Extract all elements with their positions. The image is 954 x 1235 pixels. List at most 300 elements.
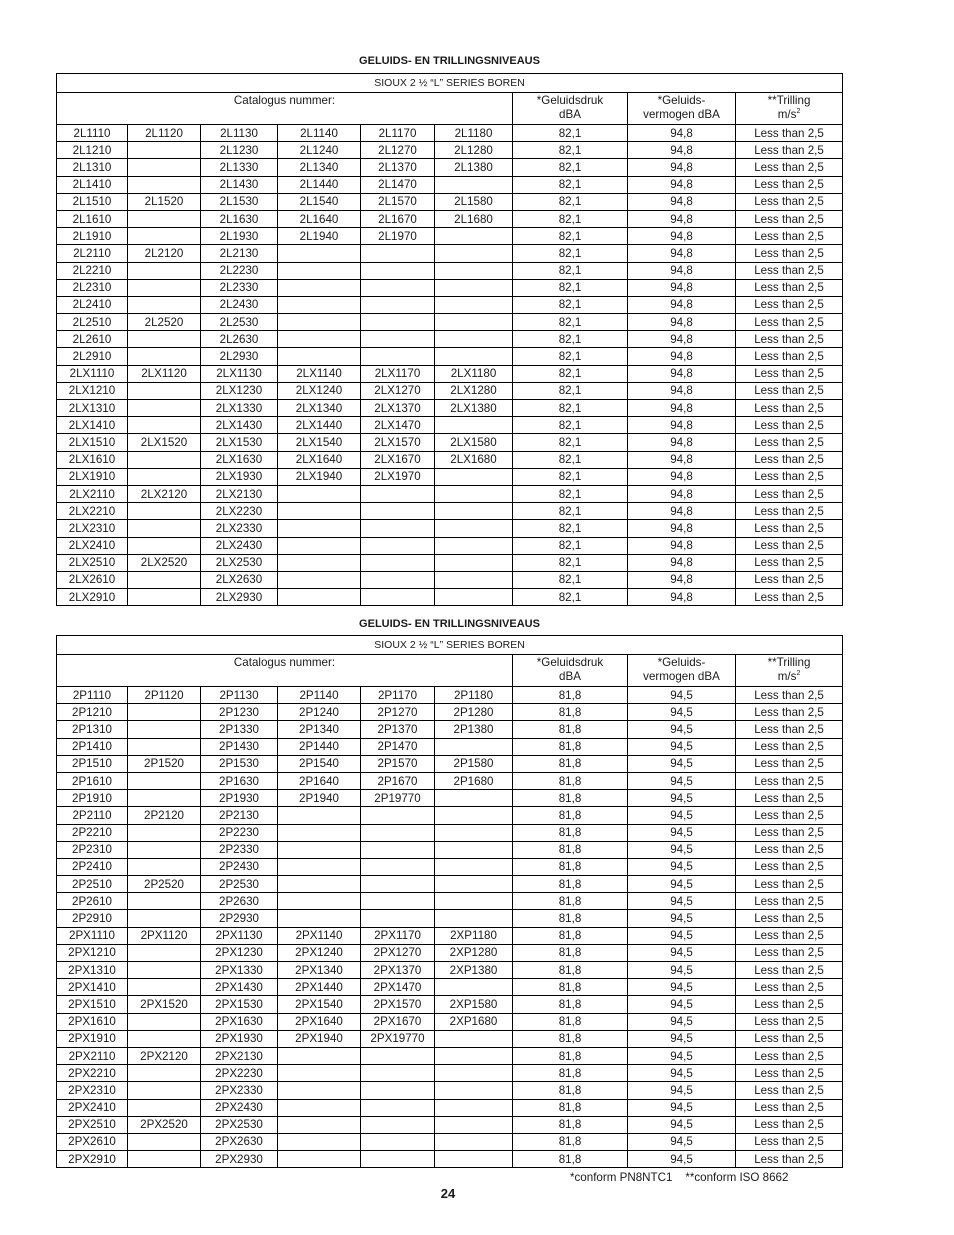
- series-row: [57, 636, 843, 655]
- catalog-number-cell: 2L1410: [57, 176, 128, 193]
- table-row: [57, 571, 843, 588]
- catalog-number-cell: 2LX1130: [201, 365, 278, 382]
- catalog-number-cell: [128, 1082, 201, 1099]
- table-row: [57, 721, 843, 738]
- catalog-number-cell: 2L1440: [278, 176, 361, 193]
- sound-pressure-cell: 81,8: [513, 1030, 628, 1047]
- vibration-cell: Less than 2,5: [736, 589, 843, 606]
- sound-pressure-cell: 81,8: [513, 1151, 628, 1168]
- vibration-cell: Less than 2,5: [736, 314, 843, 331]
- catalog-number-cell: 2P1370: [361, 721, 435, 738]
- vibration-cell: Less than 2,5: [736, 451, 843, 468]
- catalog-number-cell: [435, 485, 513, 502]
- table-row: [57, 1065, 843, 1082]
- catalog-number-cell: 2L2630: [201, 331, 278, 348]
- catalog-number-cell: 2LX1410: [57, 417, 128, 434]
- vibration-cell: Less than 2,5: [736, 910, 843, 927]
- table-row: [57, 944, 843, 961]
- table-row: [57, 1030, 843, 1047]
- sound-pressure-cell: 81,8: [513, 807, 628, 824]
- vibration-cell: Less than 2,5: [736, 382, 843, 399]
- table-row: [57, 331, 843, 348]
- catalog-number-cell: 2PX2110: [57, 1047, 128, 1064]
- table-row: [57, 245, 843, 262]
- catalog-number-cell: 2L1110: [57, 125, 128, 142]
- header-row: [57, 655, 843, 687]
- catalog-number-cell: 2PX2230: [201, 1065, 278, 1082]
- catalog-number-cell: 2PX1940: [278, 1030, 361, 1047]
- table-1-heading: GELUIDS- EN TRILLINGSNIVEAUS: [359, 55, 540, 67]
- catalog-number-cell: 2PX1330: [201, 962, 278, 979]
- catalog-number-cell: 2PX1110: [57, 927, 128, 944]
- sound-power-cell: 94,8: [628, 434, 736, 451]
- sound-power-cell: 94,8: [628, 485, 736, 502]
- catalog-number-cell: [128, 382, 201, 399]
- catalog-number-cell: [278, 520, 361, 537]
- catalog-number-cell: 2XP1180: [435, 927, 513, 944]
- catalog-number-cell: 2LX1520: [128, 434, 201, 451]
- table-row: [57, 807, 843, 824]
- sound-pressure-cell: 81,8: [513, 1065, 628, 1082]
- catalog-number-cell: 2L1370: [361, 159, 435, 176]
- sound-power-cell: 94,8: [628, 571, 736, 588]
- catalog-number-cell: 2LX1210: [57, 382, 128, 399]
- catalog-number-cell: [278, 348, 361, 365]
- sound-pressure-cell: 81,8: [513, 962, 628, 979]
- table-row: [57, 1082, 843, 1099]
- table-row: [57, 537, 843, 554]
- catalog-number-cell: 2LX2330: [201, 520, 278, 537]
- sound-pressure-cell: 82,1: [513, 331, 628, 348]
- catalog-number-cell: 2L1380: [435, 159, 513, 176]
- catalog-number-cell: [128, 417, 201, 434]
- sound-power-cell: 94,8: [628, 537, 736, 554]
- catalog-number-cell: [128, 520, 201, 537]
- catalog-number-cell: 2P1520: [128, 755, 201, 772]
- catalog-number-cell: 2LX1380: [435, 400, 513, 417]
- table-row: [57, 262, 843, 279]
- sound-power-cell: 94,5: [628, 858, 736, 875]
- sound-pressure-cell: 81,8: [513, 755, 628, 772]
- catalog-number-cell: [435, 807, 513, 824]
- sound-power-cell: 94,8: [628, 417, 736, 434]
- sound-power-cell: 94,5: [628, 790, 736, 807]
- table-row: [57, 314, 843, 331]
- sound-pressure-cell: 82,1: [513, 125, 628, 142]
- catalog-number-cell: 2L2210: [57, 262, 128, 279]
- vibration-cell: Less than 2,5: [736, 554, 843, 571]
- catalog-number-cell: 2PX2520: [128, 1116, 201, 1133]
- catalog-number-cell: 2PX1570: [361, 996, 435, 1013]
- superscript: 2: [796, 670, 801, 678]
- catalog-number-cell: 2PX1240: [278, 944, 361, 961]
- catalog-number-header: Catalogus nummer:: [57, 93, 513, 125]
- catalog-number-cell: 2L1570: [361, 193, 435, 210]
- sound-pressure-cell: 82,1: [513, 589, 628, 606]
- series-row: [57, 74, 843, 93]
- vibration-cell: Less than 2,5: [736, 434, 843, 451]
- catalog-number-cell: 2PX2430: [201, 1099, 278, 1116]
- vibration-cell: Less than 2,5: [736, 893, 843, 910]
- catalog-number-cell: 2LX2510: [57, 554, 128, 571]
- sound-pressure-cell: 81,8: [513, 687, 628, 704]
- catalog-number-cell: [128, 1013, 201, 1030]
- catalog-number-cell: 2LX2310: [57, 520, 128, 537]
- sound-power-cell: 94,5: [628, 962, 736, 979]
- catalog-number-cell: 2L1930: [201, 228, 278, 245]
- sound-pressure-cell: 82,1: [513, 451, 628, 468]
- catalog-number-cell: 2LX1310: [57, 400, 128, 417]
- catalog-number-cell: [278, 589, 361, 606]
- catalog-number-cell: 2PX1610: [57, 1013, 128, 1030]
- catalog-number-cell: 2L1640: [278, 210, 361, 227]
- catalog-number-cell: 2PX1470: [361, 979, 435, 996]
- catalog-number-cell: [128, 979, 201, 996]
- table-row: [57, 589, 843, 606]
- vibration-cell: Less than 2,5: [736, 365, 843, 382]
- catalog-number-cell: 2PX2510: [57, 1116, 128, 1133]
- vibration-cell: Less than 2,5: [736, 944, 843, 961]
- table-row: [57, 1133, 843, 1150]
- catalog-number-cell: 2P1680: [435, 772, 513, 789]
- sound-power-cell: 94,5: [628, 772, 736, 789]
- catalog-number-cell: 2L1610: [57, 210, 128, 227]
- catalog-number-cell: 2LX1340: [278, 400, 361, 417]
- catalog-number-cell: 2L2410: [57, 296, 128, 313]
- catalog-number-cell: [278, 876, 361, 893]
- catalog-number-cell: 2L2230: [201, 262, 278, 279]
- table-row: [57, 1013, 843, 1030]
- sound-power-cell: 94,5: [628, 1030, 736, 1047]
- catalog-number-cell: [361, 807, 435, 824]
- catalog-number-cell: 2PX2120: [128, 1047, 201, 1064]
- catalog-number-cell: 2P1630: [201, 772, 278, 789]
- vibration-cell: Less than 2,5: [736, 485, 843, 502]
- sound-pressure-cell: 81,8: [513, 704, 628, 721]
- sound-power-cell: 94,8: [628, 296, 736, 313]
- catalog-number-cell: 2L1580: [435, 193, 513, 210]
- catalog-number-cell: [435, 893, 513, 910]
- vibration-cell: Less than 2,5: [736, 176, 843, 193]
- sound-power-cell: 94,5: [628, 807, 736, 824]
- sound-pressure-cell: 81,8: [513, 1013, 628, 1030]
- catalog-number-cell: [435, 503, 513, 520]
- catalog-number-cell: 2L1520: [128, 193, 201, 210]
- catalog-number-cell: [128, 790, 201, 807]
- catalog-number-cell: 2LX1280: [435, 382, 513, 399]
- catalog-number-cell: 2P1330: [201, 721, 278, 738]
- vibration-cell: Less than 2,5: [736, 228, 843, 245]
- sound-pressure-cell: 82,1: [513, 228, 628, 245]
- catalog-number-cell: 2LX1640: [278, 451, 361, 468]
- catalog-number-cell: 2L1180: [435, 125, 513, 142]
- catalog-number-cell: [361, 1151, 435, 1168]
- sound-pressure-cell: 82,1: [513, 554, 628, 571]
- catalog-number-cell: 2L1630: [201, 210, 278, 227]
- catalog-number-cell: [361, 296, 435, 313]
- table-row: [57, 704, 843, 721]
- catalog-number-cell: 2PX2630: [201, 1133, 278, 1150]
- sound-pressure-cell: 82,1: [513, 210, 628, 227]
- catalog-number-cell: [128, 142, 201, 159]
- catalog-number-cell: 2LX2410: [57, 537, 128, 554]
- sound-power-cell: 94,5: [628, 1013, 736, 1030]
- catalog-number-cell: 2LX2130: [201, 485, 278, 502]
- catalog-number-cell: 2PX1930: [201, 1030, 278, 1047]
- catalog-number-cell: [128, 944, 201, 961]
- catalog-number-cell: 2PX2930: [201, 1151, 278, 1168]
- catalog-number-cell: 2P2430: [201, 858, 278, 875]
- catalog-number-cell: 2P1580: [435, 755, 513, 772]
- table-row: [57, 790, 843, 807]
- sound-power-cell: 94,5: [628, 841, 736, 858]
- catalog-number-cell: 2XP1380: [435, 962, 513, 979]
- sound-power-cell: 94,8: [628, 142, 736, 159]
- table-row: [57, 687, 843, 704]
- catalog-number-cell: 2PX1430: [201, 979, 278, 996]
- catalog-number-cell: [435, 1133, 513, 1150]
- sound-pressure-cell: 82,1: [513, 571, 628, 588]
- table-row: [57, 193, 843, 210]
- catalog-number-cell: [361, 841, 435, 858]
- sound-power-cell: 94,8: [628, 589, 736, 606]
- vibration-cell: Less than 2,5: [736, 520, 843, 537]
- catalog-number-cell: 2PX2910: [57, 1151, 128, 1168]
- sound-power-cell: 94,5: [628, 687, 736, 704]
- vibration-cell: Less than 2,5: [736, 1047, 843, 1064]
- sound-pressure-cell: 82,1: [513, 417, 628, 434]
- catalog-number-cell: [278, 1047, 361, 1064]
- catalog-number-cell: 2P1540: [278, 755, 361, 772]
- vibration-cell: Less than 2,5: [736, 1030, 843, 1047]
- catalog-number-cell: [361, 893, 435, 910]
- catalog-number-cell: [278, 841, 361, 858]
- sound-power-cell: 94,5: [628, 1065, 736, 1082]
- catalog-number-cell: 2L1430: [201, 176, 278, 193]
- catalog-number-cell: 2P2610: [57, 893, 128, 910]
- catalog-number-cell: [278, 1133, 361, 1150]
- sound-pressure-header: *Geluidsdruk dBA: [513, 655, 628, 687]
- catalog-number-cell: [435, 1047, 513, 1064]
- catalog-number-cell: [361, 571, 435, 588]
- catalog-number-cell: [128, 962, 201, 979]
- catalog-number-cell: [278, 910, 361, 927]
- catalog-number-cell: 2LX1970: [361, 468, 435, 485]
- catalog-number-cell: 2L2430: [201, 296, 278, 313]
- catalog-number-cell: 2P1180: [435, 687, 513, 704]
- catalog-number-cell: [128, 176, 201, 193]
- vibration-cell: Less than 2,5: [736, 1013, 843, 1030]
- catalog-number-cell: 2PX1540: [278, 996, 361, 1013]
- vibration-cell: Less than 2,5: [736, 400, 843, 417]
- catalog-number-cell: [361, 503, 435, 520]
- catalog-number-cell: [361, 245, 435, 262]
- vibration-cell: Less than 2,5: [736, 503, 843, 520]
- sound-power-cell: 94,8: [628, 365, 736, 382]
- catalog-number-cell: [361, 331, 435, 348]
- catalog-number-cell: 2P1610: [57, 772, 128, 789]
- catalog-number-cell: 2P1240: [278, 704, 361, 721]
- catalog-number-cell: [361, 824, 435, 841]
- catalog-number-cell: 2L1240: [278, 142, 361, 159]
- sound-power-cell: 94,5: [628, 1116, 736, 1133]
- catalog-number-cell: [128, 1151, 201, 1168]
- sound-pressure-cell: 81,8: [513, 721, 628, 738]
- catalog-number-cell: 2P2930: [201, 910, 278, 927]
- catalog-number-cell: 2P2530: [201, 876, 278, 893]
- catalog-number-cell: [361, 520, 435, 537]
- sound-power-cell: 94,8: [628, 382, 736, 399]
- catalog-number-cell: [278, 503, 361, 520]
- catalog-number-cell: 2LX1270: [361, 382, 435, 399]
- catalog-number-cell: 2P2130: [201, 807, 278, 824]
- catalog-number-cell: 2XP1280: [435, 944, 513, 961]
- catalog-number-cell: [128, 841, 201, 858]
- catalog-number-cell: [435, 537, 513, 554]
- catalog-number-cell: 2P1380: [435, 721, 513, 738]
- table-row: [57, 382, 843, 399]
- catalog-number-cell: [435, 245, 513, 262]
- sound-power-cell: 94,8: [628, 314, 736, 331]
- catalog-number-cell: 2PX1910: [57, 1030, 128, 1047]
- catalog-number-cell: [435, 279, 513, 296]
- catalog-number-cell: [278, 245, 361, 262]
- catalog-number-cell: 2L1120: [128, 125, 201, 142]
- catalog-number-cell: [128, 721, 201, 738]
- catalog-number-cell: 2P2910: [57, 910, 128, 927]
- sound-pressure-cell: 81,8: [513, 858, 628, 875]
- noise-vibration-table-2: [56, 635, 843, 1168]
- catalog-number-cell: 2PX1370: [361, 962, 435, 979]
- vibration-cell: Less than 2,5: [736, 537, 843, 554]
- table-row: [57, 125, 843, 142]
- table-row: [57, 927, 843, 944]
- sound-power-cell: 94,5: [628, 910, 736, 927]
- vibration-cell: Less than 2,5: [736, 159, 843, 176]
- table-row: [57, 296, 843, 313]
- sound-power-cell: 94,5: [628, 1099, 736, 1116]
- sound-pressure-cell: 82,1: [513, 314, 628, 331]
- catalog-number-cell: [435, 228, 513, 245]
- superscript: 2: [796, 108, 801, 116]
- catalog-number-cell: 2LX1170: [361, 365, 435, 382]
- vibration-cell: Less than 2,5: [736, 858, 843, 875]
- sound-power-cell: 94,8: [628, 176, 736, 193]
- vibration-cell: Less than 2,5: [736, 704, 843, 721]
- sound-power-cell: 94,8: [628, 125, 736, 142]
- table-body: [57, 74, 843, 606]
- catalog-number-cell: [361, 279, 435, 296]
- sound-pressure-cell: 82,1: [513, 434, 628, 451]
- catalog-number-cell: [128, 331, 201, 348]
- catalog-number-cell: [361, 589, 435, 606]
- catalog-number-cell: 2LX1540: [278, 434, 361, 451]
- catalog-number-cell: 2XP1580: [435, 996, 513, 1013]
- catalog-number-cell: 2LX1510: [57, 434, 128, 451]
- sound-power-cell: 94,8: [628, 228, 736, 245]
- catalog-number-cell: [278, 1082, 361, 1099]
- catalog-number-cell: [435, 296, 513, 313]
- sound-power-cell: 94,5: [628, 1047, 736, 1064]
- catalog-number-cell: [278, 296, 361, 313]
- catalog-number-cell: 2PX2210: [57, 1065, 128, 1082]
- sound-power-cell: 94,8: [628, 503, 736, 520]
- sound-pressure-cell: 81,8: [513, 1099, 628, 1116]
- catalog-number-cell: [128, 537, 201, 554]
- catalog-number-cell: [435, 468, 513, 485]
- sound-pressure-cell: 82,1: [513, 365, 628, 382]
- catalog-number-cell: [278, 1116, 361, 1133]
- catalog-number-cell: 2L2520: [128, 314, 201, 331]
- catalog-number-cell: 2LX2530: [201, 554, 278, 571]
- table-row: [57, 348, 843, 365]
- catalog-number-cell: 2L1340: [278, 159, 361, 176]
- vibration-cell: Less than 2,5: [736, 807, 843, 824]
- table-row: [57, 738, 843, 755]
- catalog-number-cell: 2L1310: [57, 159, 128, 176]
- catalog-number-cell: 2PX2530: [201, 1116, 278, 1133]
- catalog-number-cell: [435, 858, 513, 875]
- catalog-number-cell: 2PX1170: [361, 927, 435, 944]
- catalog-number-cell: [128, 1133, 201, 1150]
- vibration-cell: Less than 2,5: [736, 193, 843, 210]
- catalog-number-cell: 2L1270: [361, 142, 435, 159]
- sound-pressure-cell: 81,8: [513, 1047, 628, 1064]
- catalog-number-cell: [128, 1030, 201, 1047]
- sound-power-cell: 94,5: [628, 755, 736, 772]
- catalog-number-cell: 2PX1630: [201, 1013, 278, 1030]
- vibration-cell: Less than 2,5: [736, 348, 843, 365]
- vibration-cell: Less than 2,5: [736, 210, 843, 227]
- catalog-number-cell: [128, 503, 201, 520]
- catalog-number-header: Catalogus nummer:: [57, 655, 513, 687]
- catalog-number-cell: [128, 296, 201, 313]
- catalog-number-cell: 2LX1230: [201, 382, 278, 399]
- catalog-number-cell: 2L1970: [361, 228, 435, 245]
- sound-power-cell: 94,8: [628, 400, 736, 417]
- catalog-number-cell: 2XP1680: [435, 1013, 513, 1030]
- sound-power-cell: 94,8: [628, 554, 736, 571]
- sound-power-cell: 94,8: [628, 279, 736, 296]
- catalog-number-cell: 2LX1670: [361, 451, 435, 468]
- sound-power-cell: 94,8: [628, 468, 736, 485]
- catalog-number-cell: 2P1170: [361, 687, 435, 704]
- catalog-number-cell: 2PX1640: [278, 1013, 361, 1030]
- catalog-number-cell: 2LX1440: [278, 417, 361, 434]
- catalog-number-cell: [361, 314, 435, 331]
- catalog-number-cell: [278, 1151, 361, 1168]
- catalog-number-cell: 2P1440: [278, 738, 361, 755]
- table-row: [57, 858, 843, 875]
- table-row: [57, 417, 843, 434]
- noise-vibration-table-1: [56, 73, 843, 606]
- sound-pressure-cell: 81,8: [513, 1133, 628, 1150]
- catalog-number-cell: 2P1910: [57, 790, 128, 807]
- catalog-number-cell: 2P1410: [57, 738, 128, 755]
- sound-power-cell: 94,8: [628, 245, 736, 262]
- table-row: [57, 1116, 843, 1133]
- catalog-number-cell: [435, 1030, 513, 1047]
- catalog-number-cell: [128, 738, 201, 755]
- catalog-number-cell: 2L2110: [57, 245, 128, 262]
- catalog-number-cell: 2P2110: [57, 807, 128, 824]
- catalog-number-cell: [435, 571, 513, 588]
- catalog-number-cell: 2PX2610: [57, 1133, 128, 1150]
- sound-pressure-cell: 81,8: [513, 738, 628, 755]
- catalog-number-cell: [361, 1116, 435, 1133]
- catalog-number-cell: 2PX1440: [278, 979, 361, 996]
- catalog-number-cell: 2LX1610: [57, 451, 128, 468]
